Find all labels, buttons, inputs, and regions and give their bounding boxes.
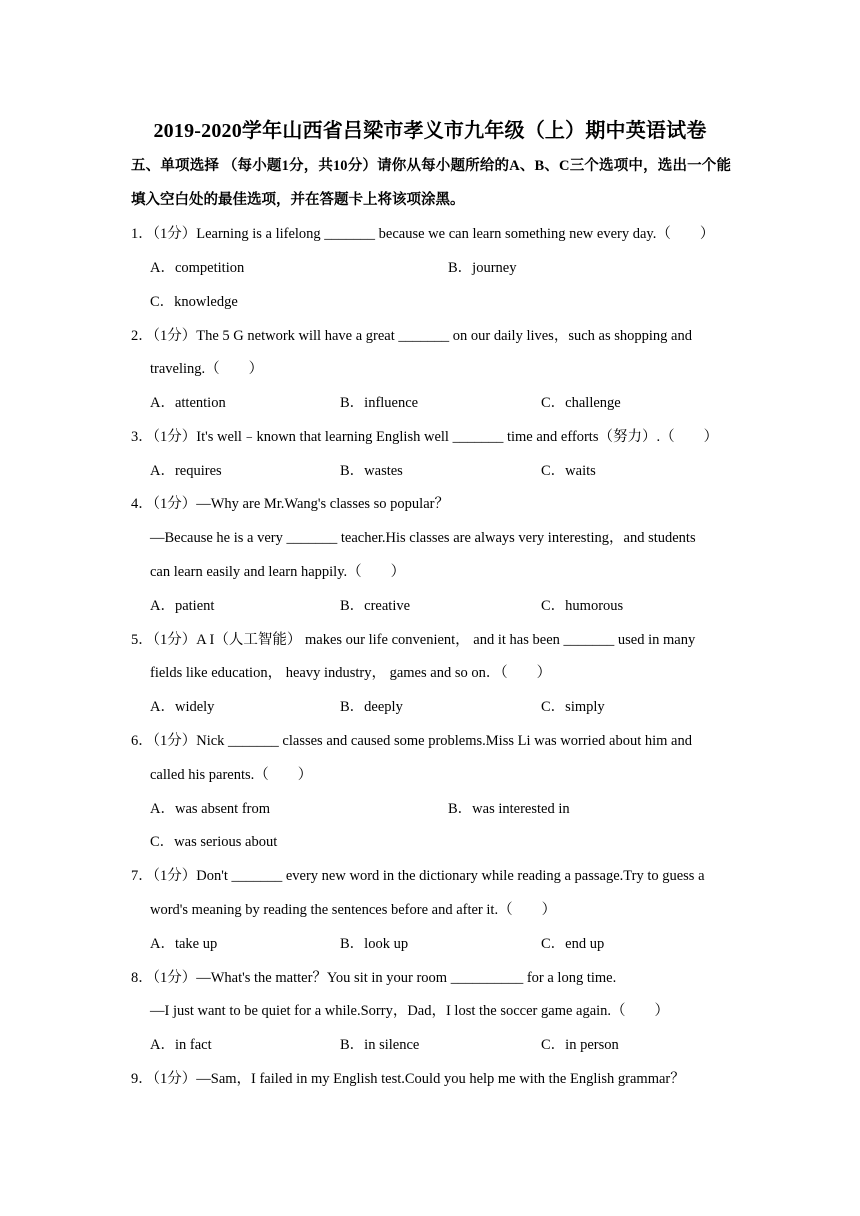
question-7-line-2: word's meaning by reading the sentences before and after it.（ ） [150,902,557,918]
question-6-option-b[interactable]: B．was interested in [448,801,570,817]
question-5-option-b[interactable]: B．deeply [340,699,403,715]
question-3-option-c[interactable]: C．waits [541,463,596,479]
question-8-option-b[interactable]: B．in silence [340,1037,420,1053]
question-4-line-1: 4．（1分）—Why are Mr.Wang's classes so popular？ [131,496,449,512]
question-6-line-2: called his parents.（ ） [150,767,313,783]
question-6-option-c[interactable]: C．was serious about [150,834,278,850]
question-9-line-1: 9．（1分）—Sam，I failed in my English test.Could you help me with the English grammar？ [131,1071,685,1087]
question-8-line-2: —I just want to be quiet for a while.Sorry，Dad，I lost the soccer game again.（ ） [150,1003,670,1019]
question-1-line-1: 1．（1分）Learning is a lifelong _______ because we can learn something new every day.（ ） [131,226,715,242]
question-5-option-a[interactable]: A．widely [150,699,215,715]
question-4-option-c[interactable]: C．humorous [541,598,624,614]
question-4-line-2: —Because he is a very _______ teacher.His classes are always very interesting，and students [150,530,696,546]
question-4-option-b[interactable]: B．creative [340,598,411,614]
question-8-line-1: 8．（1分）—What's the matter？You sit in your room __________ for a long time. [131,970,617,986]
question-6-line-1: 6．（1分）Nick _______ classes and caused some problems.Miss Li was worried about him and [131,733,692,749]
question-3-option-a[interactable]: A．requires [150,463,222,479]
question-1-option-c[interactable]: C．knowledge [150,294,238,310]
question-5-line-1: 5．（1分）A I（人工智能） makes our life convenient， and it has been _______ used in many [131,632,696,648]
question-4-line-3: can learn easily and learn happily.（ ） [150,564,406,580]
question-1-option-b[interactable]: B．journey [448,260,517,276]
question-5-option-c[interactable]: C．simply [541,699,605,715]
question-5-line-2: fields like education， heavy industry， games and so on．（ ） [150,665,552,681]
question-7-option-b[interactable]: B．look up [340,936,409,952]
question-6-option-a[interactable]: A．was absent from [150,801,271,817]
question-2-line-2: traveling.（ ） [150,361,264,377]
question-2-option-a[interactable]: A．attention [150,395,226,411]
page-title: 2019-2020学年山西省吕梁市孝义市九年级（上）期中英语试卷 [153,120,707,142]
question-1-option-a[interactable]: A．competition [150,260,245,276]
question-8-option-a[interactable]: A．in fact [150,1037,212,1053]
question-7-option-a[interactable]: A．take up [150,936,218,952]
question-2-option-c[interactable]: C．challenge [541,395,621,411]
question-7-line-1: 7．（1分）Don't _______ every new word in the dictionary while reading a passage.Try to guess a [131,868,705,884]
question-3-line-1: 3．（1分）It's well﹣known that learning English well _______ time and efforts（努力）.（ ） [131,429,719,445]
question-2-line-1: 2．（1分）The 5 G network will have a great _______ on our daily lives，such as shopping and [131,328,692,344]
question-4-option-a[interactable]: A．patient [150,598,215,614]
question-7-option-c[interactable]: C．end up [541,936,605,952]
section-header: 五、单项选择 （每小题1分，共10分）请你从每小题所给的A、B、C三个选项中，选出一个能填入空白处的最佳选项，并在答题卡上将该项涂黑。 [131,158,731,208]
question-3-option-b[interactable]: B．wastes [340,463,403,479]
question-2-option-b[interactable]: B．influence [340,395,419,411]
question-8-option-c[interactable]: C．in person [541,1037,619,1053]
